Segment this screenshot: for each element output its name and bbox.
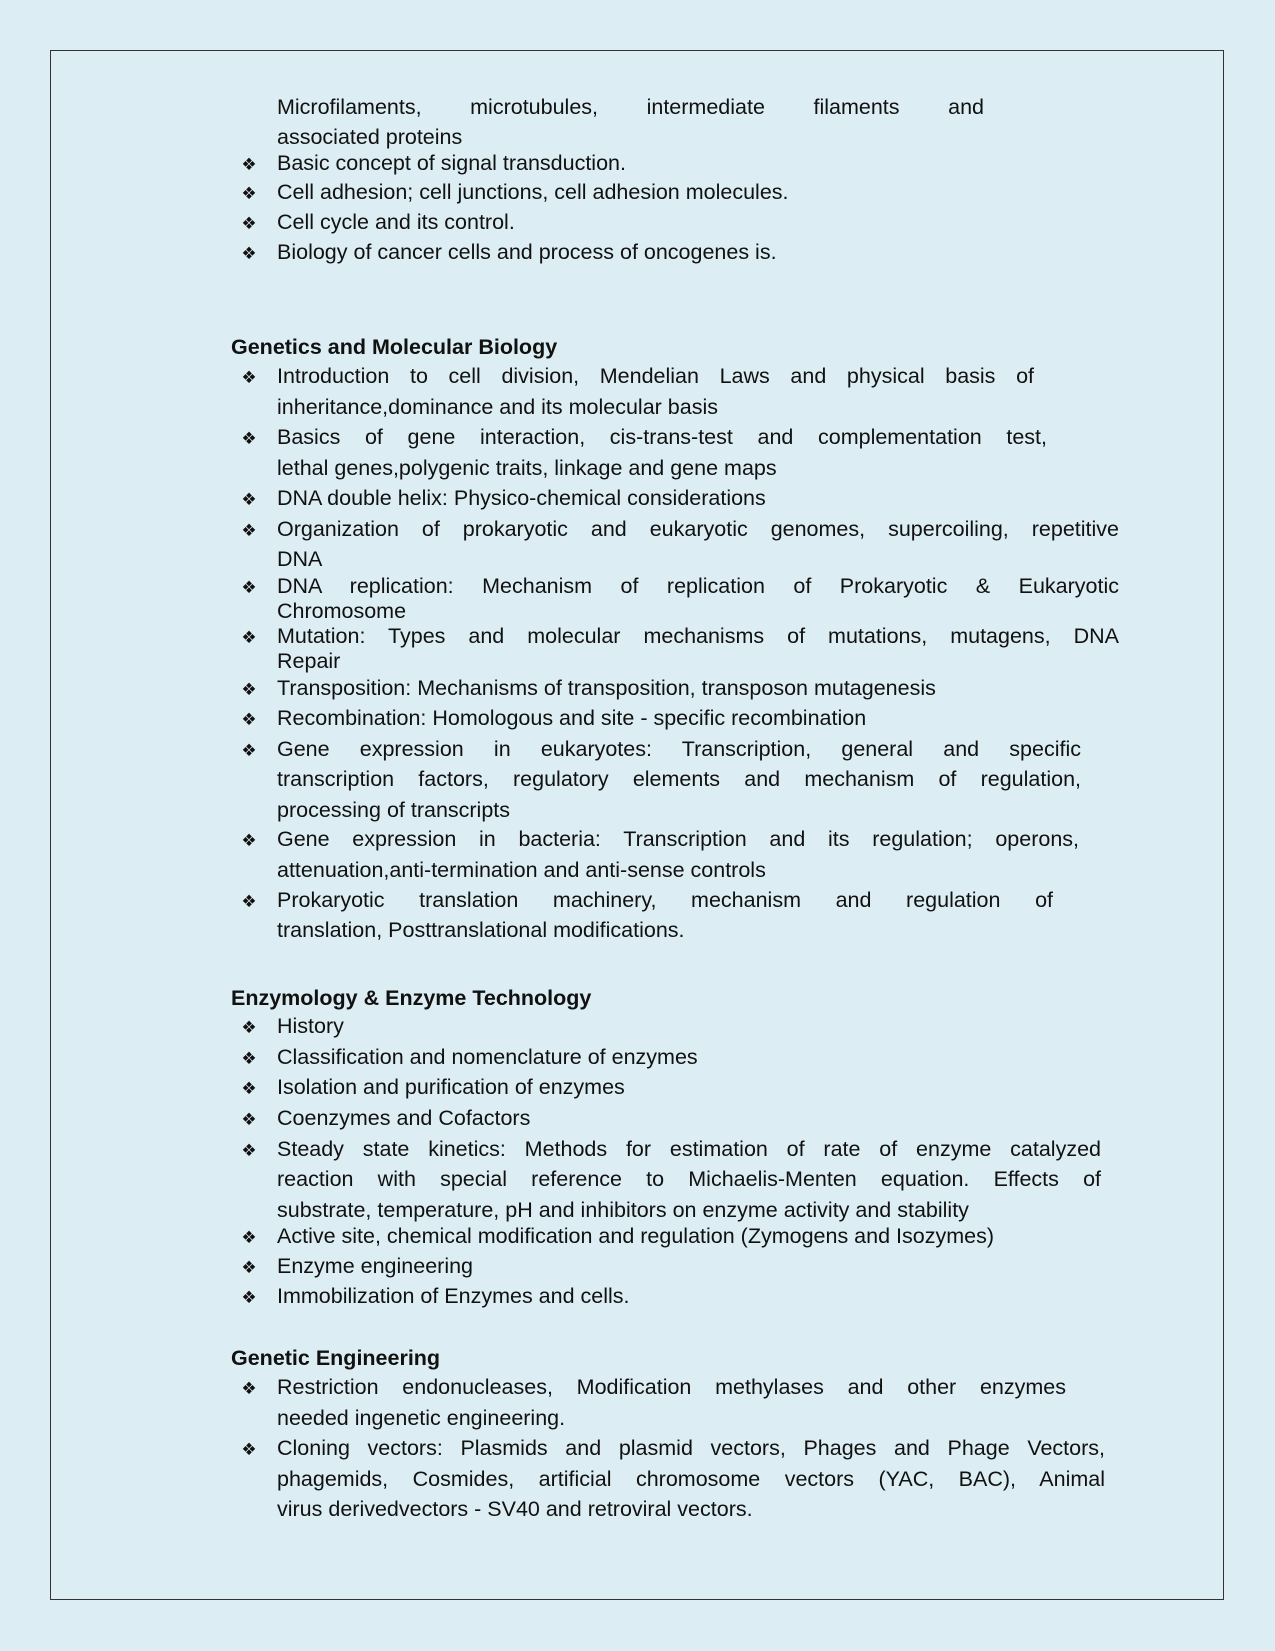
bullet-icon: ❖	[241, 1049, 257, 1068]
list-item-continuation: substrate, temperature, pH and inhibitors on enzyme activity and stability	[277, 1198, 969, 1222]
list-item-continuation: attenuation,anti-termination and anti-sense controls	[277, 858, 766, 882]
bullet-icon: ❖	[241, 892, 257, 911]
bullet-icon: ❖	[241, 184, 257, 203]
section-heading-genetic-engineering: Genetic Engineering	[231, 1346, 441, 1370]
text-line: associated proteins	[277, 125, 463, 149]
bullet-icon: ❖	[241, 521, 257, 540]
bullet-icon: ❖	[241, 490, 257, 509]
bullet-icon: ❖	[241, 155, 257, 174]
list-item: Cloning vectors: Plasmids and plasmid vectors, Phages and Phage Vectors,	[277, 1436, 1105, 1460]
list-item-continuation: transcription factors, regulatory elements and mechanism of regulation,	[277, 767, 1081, 791]
list-item: Cell adhesion; cell junctions, cell adhesion molecules.	[277, 180, 789, 204]
list-item: Introduction to cell division, Mendelian Laws and physical basis of	[277, 364, 1034, 388]
bullet-icon: ❖	[241, 1440, 257, 1459]
list-item-continuation: lethal genes,polygenic traits, linkage and gene maps	[277, 456, 777, 480]
bullet-icon: ❖	[241, 1141, 257, 1160]
bullet-icon: ❖	[241, 1288, 257, 1307]
text-line: Microfilaments, microtubules, intermediate filaments and	[277, 95, 984, 119]
list-item-continuation: Chromosome	[277, 599, 407, 623]
bullet-icon: ❖	[241, 1258, 257, 1277]
list-item: Basics of gene interaction, cis-trans-test and complementation test,	[277, 425, 1047, 449]
list-item: History	[277, 1014, 344, 1038]
section-heading-enzymology: Enzymology & Enzyme Technology	[231, 986, 592, 1010]
list-item: Immobilization of Enzymes and cells.	[277, 1284, 630, 1308]
list-item: DNA double helix: Physico-chemical considerations	[277, 486, 766, 510]
list-item: Active site, chemical modification and regulation (Zymogens and Isozymes)	[277, 1224, 994, 1248]
bullet-icon: ❖	[241, 680, 257, 699]
list-item: Coenzymes and Cofactors	[277, 1106, 531, 1130]
bullet-icon: ❖	[241, 831, 257, 850]
list-item: Enzyme engineering	[277, 1254, 474, 1278]
bullet-icon: ❖	[241, 1110, 257, 1129]
bullet-icon: ❖	[241, 368, 257, 387]
list-item-continuation: virus derivedvectors - SV40 and retroviral vectors.	[277, 1497, 753, 1521]
bullet-icon: ❖	[241, 628, 257, 647]
list-item: Organization of prokaryotic and eukaryotic genomes, supercoiling, repetitive	[277, 517, 1119, 541]
section-heading-genetics: Genetics and Molecular Biology	[231, 335, 558, 359]
list-item: Cell cycle and its control.	[277, 210, 515, 234]
bullet-icon: ❖	[241, 1379, 257, 1398]
list-item-continuation: processing of transcripts	[277, 798, 511, 822]
bullet-icon: ❖	[241, 1079, 257, 1098]
list-item: Isolation and purification of enzymes	[277, 1075, 625, 1099]
bullet-icon: ❖	[241, 244, 257, 263]
list-item: Classification and nomenclature of enzymes	[277, 1045, 698, 1069]
list-item-continuation: needed ingenetic engineering.	[277, 1406, 566, 1430]
bullet-icon: ❖	[241, 741, 257, 760]
list-item: Restriction endonucleases, Modification methylases and other enzymes	[277, 1375, 1066, 1399]
page-border	[50, 50, 1224, 1600]
list-item: Prokaryotic translation machinery, mechanism and regulation of	[277, 888, 1053, 912]
bullet-icon: ❖	[241, 429, 257, 448]
bullet-icon: ❖	[241, 1228, 257, 1247]
list-item: Gene expression in eukaryotes: Transcription, general and specific	[277, 737, 1081, 761]
bullet-icon: ❖	[241, 710, 257, 729]
bullet-icon: ❖	[241, 214, 257, 233]
list-item: Biology of cancer cells and process of oncogenes is.	[277, 240, 777, 264]
list-item-continuation: reaction with special reference to Michaelis-Menten equation. Effects of	[277, 1167, 1101, 1191]
bullet-icon: ❖	[241, 578, 257, 597]
list-item: Mutation: Types and molecular mechanisms of mutations, mutagens, DNA	[277, 624, 1119, 648]
list-item: Steady state kinetics: Methods for estimation of rate of enzyme catalyzed	[277, 1137, 1101, 1161]
list-item-continuation: Repair	[277, 649, 341, 673]
list-item-continuation: inheritance,dominance and its molecular basis	[277, 395, 718, 419]
list-item: Recombination: Homologous and site - specific recombination	[277, 706, 867, 730]
list-item: DNA replication: Mechanism of replication of Prokaryotic & Eukaryotic	[277, 574, 1119, 598]
list-item: Transposition: Mechanisms of transposition, transposon mutagenesis	[277, 676, 936, 700]
list-item: Gene expression in bacteria: Transcription and its regulation; operons,	[277, 827, 1079, 851]
bullet-icon: ❖	[241, 1018, 257, 1037]
list-item: Basic concept of signal transduction.	[277, 151, 626, 175]
list-item-continuation: translation, Posttranslational modifications.	[277, 918, 685, 942]
list-item-continuation: DNA	[277, 547, 323, 571]
list-item-continuation: phagemids, Cosmides, artificial chromosome vectors (YAC, BAC), Animal	[277, 1467, 1105, 1491]
